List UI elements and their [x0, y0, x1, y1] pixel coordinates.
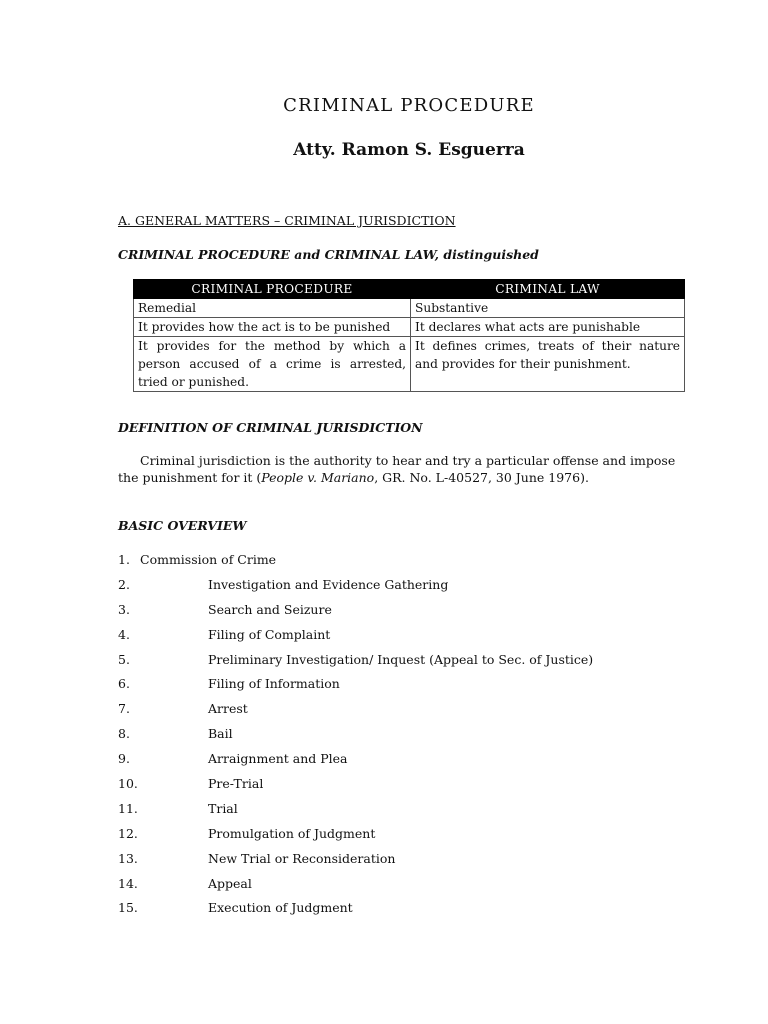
table-row [134, 299, 685, 318]
table-row [134, 337, 685, 392]
list-item-label: Commission of Crime [140, 552, 277, 567]
list-item-label: Pre-Trial [208, 776, 264, 792]
definition-text-before: Criminal jurisdiction is the authority to hear and try a particular offense and impose the punishment for it ( [118, 453, 676, 485]
list-item-label: Arraignment and Plea [208, 751, 348, 767]
overview-heading [118, 518, 246, 533]
list-item-number: 8. [118, 726, 130, 742]
list-item-label: Trial [208, 800, 238, 816]
table-cell: It provides for the method by which a person accused of a crime is arrested, tried or punished. [134, 337, 411, 392]
list-item-number: 7. [118, 701, 130, 717]
table-row [134, 318, 685, 337]
list-item-number: 15. [118, 900, 138, 916]
list-item-number: 11. [118, 800, 138, 816]
list-item-label: Filing of Complaint [208, 626, 331, 642]
list-item-number: 4. [118, 626, 130, 642]
table-cell: It defines crimes, treats of their nature and provides for their punishment. [411, 337, 685, 392]
list-item-number: 6. [118, 676, 130, 692]
list-item-label: New Trial or Reconsideration [208, 850, 396, 866]
list-item-label: Search and Seizure [208, 601, 332, 617]
table-cell: It provides how the act is to be punished [134, 318, 411, 337]
list-item-number: 3. [118, 601, 130, 617]
list-item-number: 2. [118, 576, 130, 592]
comparison-table [133, 279, 685, 392]
definition-text-after: , GR. No. L-40527, 30 June 1976). [374, 470, 589, 485]
list-item-number: 12. [118, 825, 138, 841]
list-item-label: Execution of Judgment [208, 900, 353, 916]
list-item-label: Arrest [208, 701, 248, 717]
distinguished-heading [118, 247, 539, 262]
case-citation: People v. Mariano [261, 470, 375, 485]
definition-paragraph [118, 452, 683, 486]
table-cell: It declares what acts are punishable [411, 318, 685, 337]
header-criminal-law: CRIMINAL LAW [411, 280, 685, 299]
list-item-label: Filing of Information [208, 676, 340, 692]
list-item-number: 13. [118, 850, 138, 866]
list-item-number: 1. [118, 552, 130, 567]
table-cell: Substantive [411, 299, 685, 318]
overview-heading-text: BASIC OVERVIEW [118, 518, 247, 533]
list-item-number: 5. [118, 651, 130, 667]
table-header-row [134, 280, 685, 299]
distinguished-heading-text: CRIMINAL PROCEDURE and CRIMINAL LAW, distinguished [118, 247, 539, 262]
document-author: Atty. Ramon S. Esguerra [293, 140, 525, 160]
list-item-label: Appeal [208, 875, 252, 891]
document-title: CRIMINAL PROCEDURE [283, 95, 535, 116]
table-cell: Remedial [134, 299, 411, 318]
header-criminal-procedure: CRIMINAL PROCEDURE [134, 280, 411, 299]
definition-heading [118, 420, 423, 435]
list-item-label: Preliminary Investigation/ Inquest (Appeal to Sec. of Justice) [208, 651, 594, 667]
list-item-number: 9. [118, 751, 130, 767]
definition-heading-text: DEFINITION OF CRIMINAL JURISDICTION [118, 420, 423, 435]
section-a-heading: A. GENERAL MATTERS – CRIMINAL JURISDICTION [118, 213, 456, 228]
list-item-label: Promulgation of Judgment [208, 825, 376, 841]
list-item-number: 14. [118, 875, 138, 891]
list-item-label: Bail [208, 726, 233, 742]
list-item-label: Investigation and Evidence Gathering [208, 576, 449, 592]
list-item-number: 10. [118, 776, 138, 792]
